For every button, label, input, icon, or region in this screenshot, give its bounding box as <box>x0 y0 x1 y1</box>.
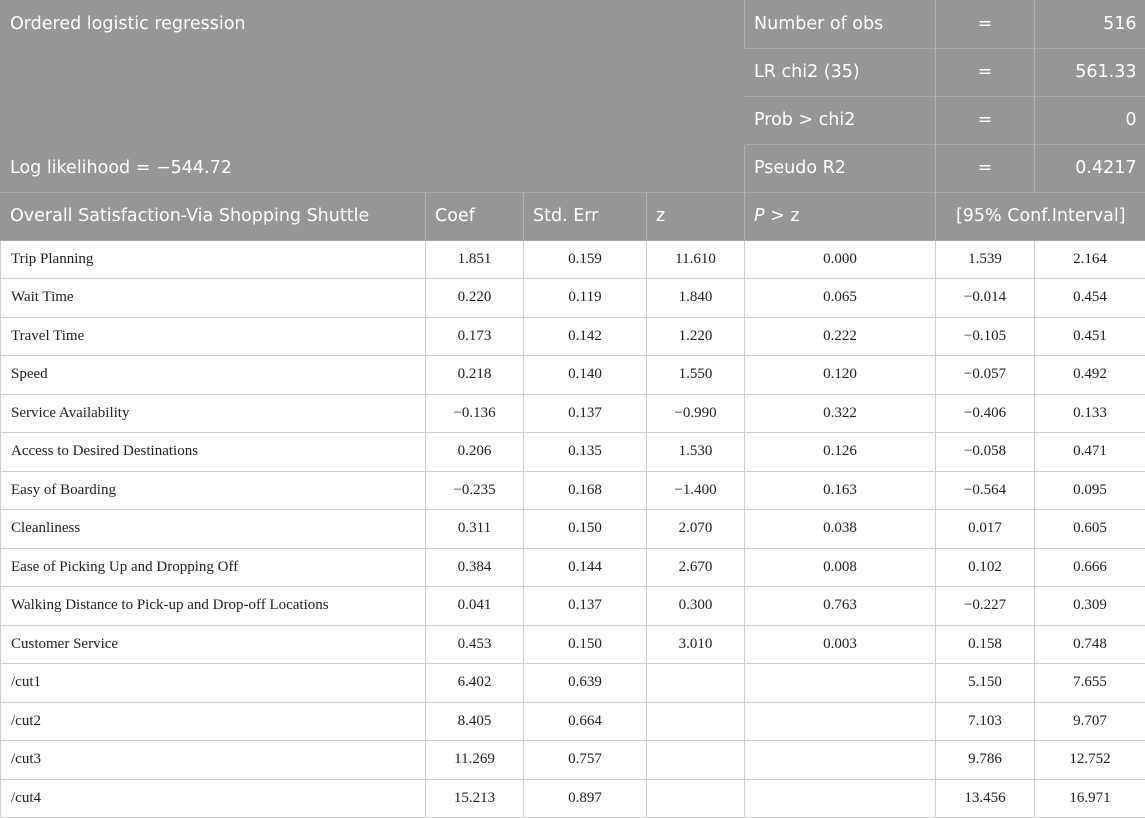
table-row <box>1 548 1145 587</box>
cell-p: 0.163 <box>745 471 936 510</box>
cell-z: 3.010 <box>647 625 745 664</box>
cell-ci-upper: 16.971 <box>1035 779 1145 818</box>
p-suffix: > z <box>765 206 800 226</box>
cell-coef: 0.218 <box>426 356 524 395</box>
cell-std-err: 0.119 <box>524 279 647 318</box>
cell-coef: 8.405 <box>426 702 524 741</box>
stat-value: 0 <box>1035 96 1145 144</box>
row-label: Ease of Picking Up and Dropping Off <box>1 548 426 587</box>
row-label: /cut4 <box>1 779 426 818</box>
column-header-std-err: Std. Err <box>524 192 647 240</box>
row-label: Walking Distance to Pick-up and Drop-off Locations <box>1 587 426 626</box>
table-row <box>1 625 1145 664</box>
row-label: /cut2 <box>1 702 426 741</box>
column-header-z: z <box>647 192 745 240</box>
cell-z <box>647 664 745 703</box>
table-row <box>1 702 1145 741</box>
cell-ci-upper: 0.748 <box>1035 625 1145 664</box>
cell-ci-lower: 1.539 <box>936 240 1035 279</box>
cell-p: 0.038 <box>745 510 936 549</box>
cell-z <box>647 741 745 780</box>
table-row <box>1 317 1145 356</box>
cell-coef: 0.206 <box>426 433 524 472</box>
cell-coef: 1.851 <box>426 240 524 279</box>
cell-p: 0.763 <box>745 587 936 626</box>
row-label: Speed <box>1 356 426 395</box>
cell-coef: 0.453 <box>426 625 524 664</box>
cell-p: 0.000 <box>745 240 936 279</box>
cell-std-err: 0.168 <box>524 471 647 510</box>
cell-std-err: 0.159 <box>524 240 647 279</box>
cell-ci-lower: −0.058 <box>936 433 1035 472</box>
stat-label: Number of obs <box>745 0 936 48</box>
row-label: /cut3 <box>1 741 426 780</box>
column-header-p <box>745 192 936 240</box>
row-label: Access to Desired Destinations <box>1 433 426 472</box>
table-title: Ordered logistic regression <box>1 0 745 144</box>
row-label: /cut1 <box>1 664 426 703</box>
cell-p: 0.126 <box>745 433 936 472</box>
cell-std-err: 0.140 <box>524 356 647 395</box>
cell-ci-upper: 0.666 <box>1035 548 1145 587</box>
stat-label: Prob > chi2 <box>745 96 936 144</box>
cell-std-err: 0.135 <box>524 433 647 472</box>
cell-p <box>745 664 936 703</box>
table-row <box>1 664 1145 703</box>
column-header-variable: Overall Satisfaction-Via Shopping Shuttle <box>1 192 426 240</box>
cell-ci-upper: 0.095 <box>1035 471 1145 510</box>
stat-eq: = <box>936 144 1035 192</box>
row-label: Travel Time <box>1 317 426 356</box>
cell-std-err: 0.150 <box>524 510 647 549</box>
stat-value: 561.33 <box>1035 48 1145 96</box>
table-row <box>1 510 1145 549</box>
cell-p: 0.222 <box>745 317 936 356</box>
cell-ci-lower: −0.014 <box>936 279 1035 318</box>
stat-label: LR chi2 (35) <box>745 48 936 96</box>
cell-p: 0.322 <box>745 394 936 433</box>
table-body <box>1 240 1145 818</box>
cell-coef: 0.173 <box>426 317 524 356</box>
cell-coef: 11.269 <box>426 741 524 780</box>
stat-eq: = <box>936 96 1035 144</box>
column-header-coef: Coef <box>426 192 524 240</box>
cell-std-err: 0.664 <box>524 702 647 741</box>
cell-std-err: 0.137 <box>524 587 647 626</box>
cell-z: 2.670 <box>647 548 745 587</box>
table-row <box>1 394 1145 433</box>
row-label: Easy of Boarding <box>1 471 426 510</box>
row-label: Trip Planning <box>1 240 426 279</box>
stat-eq: = <box>936 48 1035 96</box>
p-symbol: P <box>754 206 765 226</box>
cell-ci-lower: 9.786 <box>936 741 1035 780</box>
cell-ci-lower: −0.227 <box>936 587 1035 626</box>
cell-ci-lower: 0.158 <box>936 625 1035 664</box>
cell-coef: 0.311 <box>426 510 524 549</box>
table-row <box>1 433 1145 472</box>
table-row <box>1 741 1145 780</box>
cell-ci-lower: −0.564 <box>936 471 1035 510</box>
cell-ci-upper: 9.707 <box>1035 702 1145 741</box>
table-row <box>1 587 1145 626</box>
cell-ci-lower: 0.017 <box>936 510 1035 549</box>
cell-coef: −0.235 <box>426 471 524 510</box>
cell-p: 0.003 <box>745 625 936 664</box>
cell-ci-upper: 0.605 <box>1035 510 1145 549</box>
row-label: Wait Time <box>1 279 426 318</box>
cell-p <box>745 779 936 818</box>
cell-ci-upper: 0.451 <box>1035 317 1145 356</box>
cell-z <box>647 779 745 818</box>
row-label: Customer Service <box>1 625 426 664</box>
cell-coef: 6.402 <box>426 664 524 703</box>
cell-ci-upper: 0.133 <box>1035 394 1145 433</box>
table-row <box>1 279 1145 318</box>
stat-value: 0.4217 <box>1035 144 1145 192</box>
cell-ci-upper: 0.309 <box>1035 587 1145 626</box>
stat-value: 516 <box>1035 0 1145 48</box>
column-header-ci: [95% Conf.Interval] <box>936 192 1145 240</box>
cell-std-err: 0.137 <box>524 394 647 433</box>
row-label: Service Availability <box>1 394 426 433</box>
cell-ci-lower: 0.102 <box>936 548 1035 587</box>
cell-std-err: 0.757 <box>524 741 647 780</box>
cell-p: 0.120 <box>745 356 936 395</box>
cell-z: −1.400 <box>647 471 745 510</box>
cell-std-err: 0.150 <box>524 625 647 664</box>
cell-std-err: 0.142 <box>524 317 647 356</box>
cell-z: 1.550 <box>647 356 745 395</box>
cell-z: 1.220 <box>647 317 745 356</box>
cell-ci-lower: −0.105 <box>936 317 1035 356</box>
cell-ci-lower: 5.150 <box>936 664 1035 703</box>
cell-ci-upper: 0.471 <box>1035 433 1145 472</box>
cell-z: 11.610 <box>647 240 745 279</box>
cell-coef: −0.136 <box>426 394 524 433</box>
cell-coef: 0.384 <box>426 548 524 587</box>
log-likelihood: Log likelihood = −544.72 <box>1 144 745 192</box>
stat-eq: = <box>936 0 1035 48</box>
stat-label: Pseudo R2 <box>745 144 936 192</box>
cell-p <box>745 741 936 780</box>
cell-z: 2.070 <box>647 510 745 549</box>
cell-ci-lower: 13.456 <box>936 779 1035 818</box>
row-label: Cleanliness <box>1 510 426 549</box>
table-row <box>1 240 1145 279</box>
cell-ci-lower: −0.406 <box>936 394 1035 433</box>
cell-z: 1.530 <box>647 433 745 472</box>
cell-ci-lower: 7.103 <box>936 702 1035 741</box>
cell-z: 1.840 <box>647 279 745 318</box>
table-row <box>1 356 1145 395</box>
cell-coef: 0.041 <box>426 587 524 626</box>
cell-z <box>647 702 745 741</box>
cell-ci-upper: 2.164 <box>1035 240 1145 279</box>
cell-z: 0.300 <box>647 587 745 626</box>
cell-ci-upper: 0.454 <box>1035 279 1145 318</box>
cell-ci-upper: 0.492 <box>1035 356 1145 395</box>
cell-std-err: 0.639 <box>524 664 647 703</box>
cell-ci-upper: 7.655 <box>1035 664 1145 703</box>
cell-p <box>745 702 936 741</box>
cell-std-err: 0.897 <box>524 779 647 818</box>
cell-z: −0.990 <box>647 394 745 433</box>
cell-std-err: 0.144 <box>524 548 647 587</box>
table-row <box>1 779 1145 818</box>
table-row <box>1 471 1145 510</box>
cell-coef: 15.213 <box>426 779 524 818</box>
cell-p: 0.065 <box>745 279 936 318</box>
cell-ci-upper: 12.752 <box>1035 741 1145 780</box>
cell-ci-lower: −0.057 <box>936 356 1035 395</box>
cell-coef: 0.220 <box>426 279 524 318</box>
cell-p: 0.008 <box>745 548 936 587</box>
